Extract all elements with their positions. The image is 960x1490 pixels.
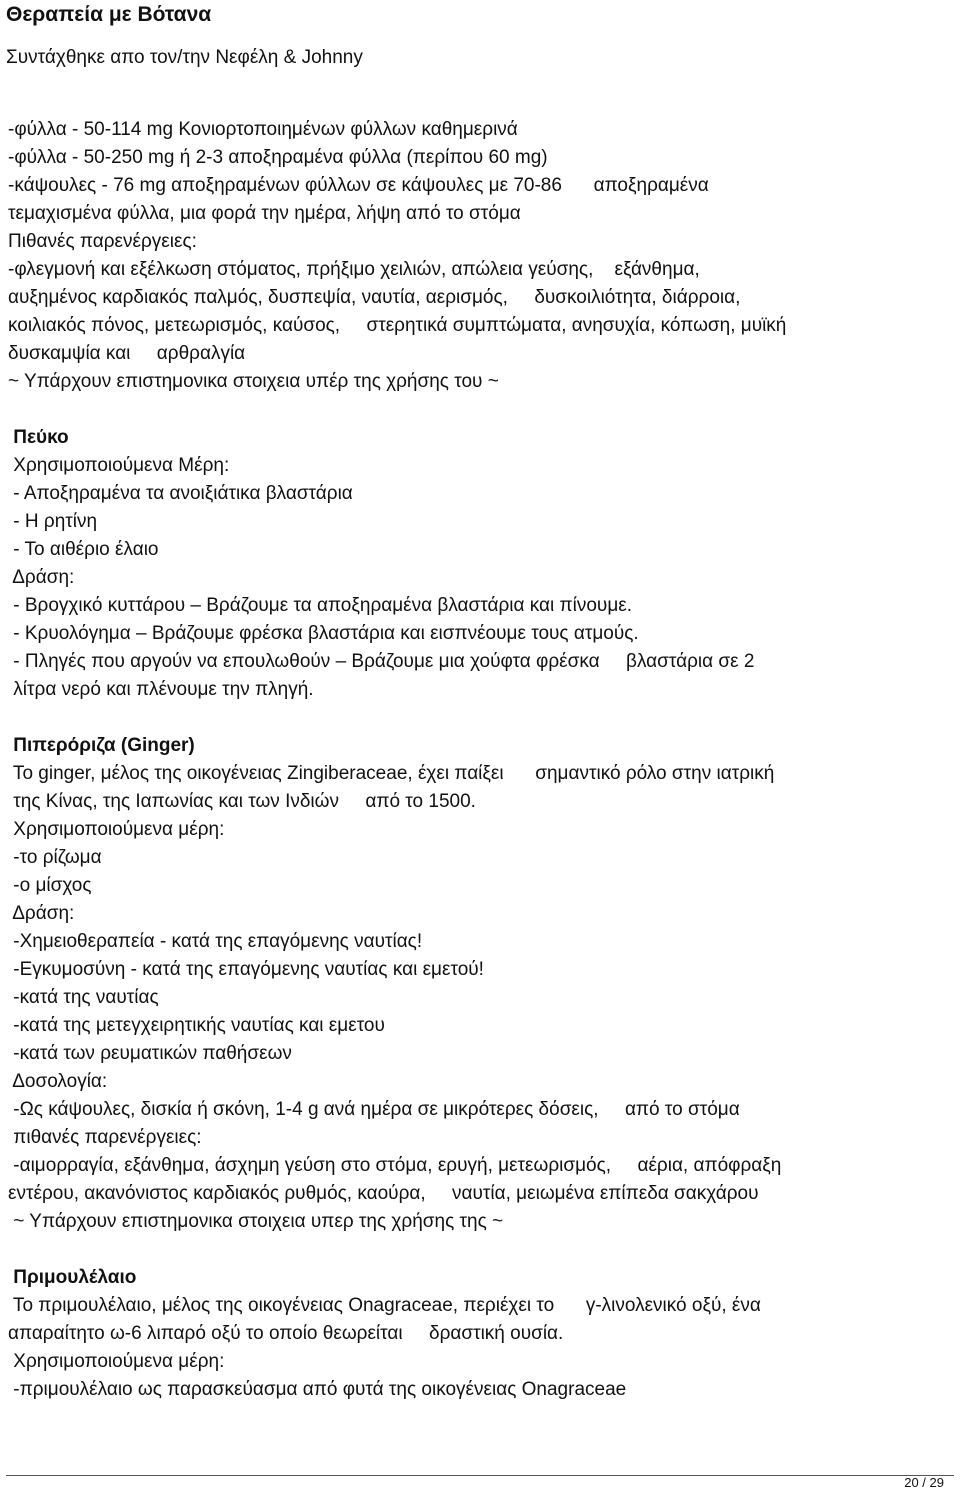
text-line: - Η ρητίνη bbox=[8, 511, 98, 532]
blank-line bbox=[8, 396, 954, 424]
text-line: απαραίτητο ω-6 λιπαρό οξύ το οποίο θεωρείται δραστική ουσία. bbox=[8, 1323, 564, 1344]
blank-line bbox=[8, 704, 954, 732]
text-line: -ο μίσχος bbox=[8, 875, 92, 896]
text-line: -Εγκυμοσύνη - κατά της επαγόμενης ναυτίας και εμετού! bbox=[8, 959, 484, 980]
section-heading: Πιπερόριζα (Ginger) bbox=[8, 735, 195, 756]
document-body bbox=[8, 116, 954, 1404]
text-line: -κατά της ναυτίας bbox=[8, 987, 159, 1008]
text-line: Χρησιμοποιούμενα μέρη: bbox=[8, 1351, 225, 1372]
text-line: λίτρα νερό και πλένουμε την πληγή. bbox=[8, 679, 314, 700]
text-line: - Κρυολόγημα – Βράζουμε φρέσκα βλαστάρια και εισπνέουμε τους ατμούς. bbox=[8, 623, 639, 644]
section-heading: Πριμουλέλαιο bbox=[8, 1267, 137, 1288]
text-line: -το ρίζωμα bbox=[8, 847, 102, 868]
blank-line bbox=[8, 1236, 954, 1264]
text-line: -κατά των ρευματικών παθήσεων bbox=[8, 1043, 292, 1064]
text-line: ~ Υπάρχουν επιστημονικα στοιχεια υπέρ της χρήσης του ~ bbox=[8, 371, 499, 392]
text-line: Δράση: bbox=[8, 567, 75, 588]
text-line: ~ Υπάρχουν επιστημονικα στοιχεια υπερ της χρήσης της ~ bbox=[8, 1211, 504, 1232]
footer-divider bbox=[6, 1475, 954, 1476]
text-line: -φύλλα - 50-250 mg ή 2-3 αποξηραμένα φύλλα (περίπου 60 mg) bbox=[8, 147, 548, 168]
text-line: δυσκαμψία και αρθραλγία bbox=[8, 343, 246, 364]
section-heading: Πεύκο bbox=[8, 427, 69, 448]
text-line: Χρησιμοποιούμενα Μέρη: bbox=[8, 455, 230, 476]
text-line: -κατά της μετεγχειρητικής ναυτίας και εμετου bbox=[8, 1015, 385, 1036]
document-title: Θεραπεία με Βότανα bbox=[6, 3, 212, 26]
text-line: κοιλιακός πόνος, μετεωρισμός, καύσος, στερητικά συμπτώματα, ανησυχία, κόπωση, μυϊκή bbox=[8, 315, 787, 336]
page-number: 20 / 29 bbox=[904, 1475, 944, 1490]
text-line: -Χημειοθεραπεία - κατά της επαγόμενης ναυτίας! bbox=[8, 931, 423, 952]
text-line: - Βρογχικό κυττάρου – Βράζουμε τα αποξηραμένα βλαστάρια και πίνουμε. bbox=[8, 595, 633, 616]
text-line: Πιθανές παρενέργειες: bbox=[8, 231, 197, 252]
text-line: - Πληγές που αργούν να επουλωθούν – Βράζουμε μια χούφτα φρέσκα βλαστάρια σε 2 bbox=[8, 651, 755, 672]
text-line: -κάψουλες - 76 mg αποξηραμένων φύλλων σε κάψουλες με 70-86 αποξηραμένα bbox=[8, 175, 709, 196]
text-line: -πριμουλέλαιο ως παρασκεύασμα από φυτά της οικογένειας Onagraceae bbox=[8, 1379, 627, 1400]
text-line: πιθανές παρενέργειες: bbox=[8, 1127, 202, 1148]
text-line: Δοσολογία: bbox=[8, 1071, 108, 1092]
document-subtitle: Συντάχθηκε απο τον/την Νεφέλη & Johnny bbox=[6, 47, 363, 68]
text-line: Το ginger, μέλος της οικογένειας Zingiberaceae, έχει παίξει σημαντικό ρόλο στην ιατρική bbox=[8, 763, 775, 784]
text-line: - Αποξηραμένα τα ανοιξιάτικα βλαστάρια bbox=[8, 483, 353, 504]
text-line: -αιμορραγία, εξάνθημα, άσχημη γεύση στο στόμα, ερυγή, μετεωρισμός, αέρια, απόφραξη bbox=[8, 1155, 782, 1176]
text-line: αυξημένος καρδιακός παλμός, δυσπεψία, ναυτία, αερισμός, δυσκοιλιότητα, διάρροια, bbox=[8, 287, 741, 308]
text-line: της Κίνας, της Ιαπωνίας και των Ινδιών από το 1500. bbox=[8, 791, 476, 812]
text-line: -φύλλα - 50-114 mg Κονιορτοποιημένων φύλλων καθημερινά bbox=[8, 119, 518, 140]
text-line: Το πριμουλέλαιο, μέλος της οικογένειας Onagraceae, περιέχει το γ-λινολενικό οξύ, ένα bbox=[8, 1295, 761, 1316]
text-line: Χρησιμοποιούμενα μέρη: bbox=[8, 819, 225, 840]
text-line: τεμαχισμένα φύλλα, μια φορά την ημέρα, λήψη από το στόμα bbox=[8, 203, 521, 224]
text-line: εντέρου, ακανόνιστος καρδιακός ρυθμός, καούρα, ναυτία, μειωμένα επίπεδα σακχάρου bbox=[8, 1183, 759, 1204]
text-line: - Το αιθέριο έλαιο bbox=[8, 539, 159, 560]
text-line: Δράση: bbox=[8, 903, 75, 924]
text-line: -Ως κάψουλες, δισκία ή σκόνη, 1-4 g ανά ημέρα σε μικρότερες δόσεις, από το στόμα bbox=[8, 1099, 740, 1120]
text-line: -φλεγμονή και εξέλκωση στόματος, πρήξιμο χειλιών, απώλεια γεύσης, εξάνθημα, bbox=[8, 259, 700, 280]
